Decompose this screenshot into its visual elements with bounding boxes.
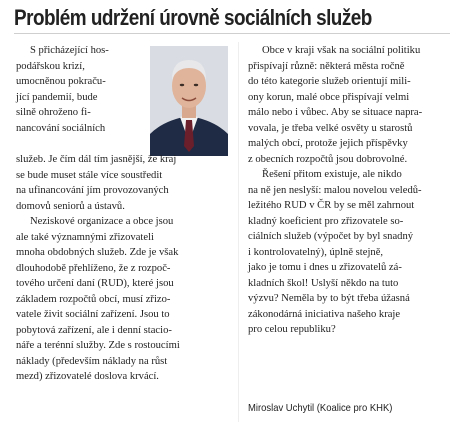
article-line: ale také významnými zřizovateli [16, 231, 154, 243]
article-column-1-bottom [16, 152, 228, 385]
article-line: do této kategorie služeb orientují mili- [248, 76, 411, 87]
article-line: silně ohroženo fi- [16, 107, 91, 118]
article-line: jící pandemií, bude [16, 91, 98, 103]
article-line: Řešení přitom existuje, ale nikdo [262, 169, 402, 180]
article-line: mezd) zřizovatelé doslova krvácí. [16, 371, 159, 382]
article-line: zákonodárná iniciativa našeho kraje [248, 308, 401, 320]
article-line: pobytová zařízení, ale i denní stacio- [16, 324, 172, 336]
headline-rule [14, 33, 450, 34]
article-line: kladních škol! Uslyší někdo na tuto [248, 277, 399, 289]
article-line: kladný koeficient pro zřizovatele so- [248, 215, 404, 227]
article-line: dlouhodobě přehlíženo, že z rozpoč- [16, 262, 171, 274]
author-portrait [150, 46, 228, 156]
article-line: tového určení daní (RUD), které jsou [16, 278, 174, 289]
article-line: i kontrolovatelný), úplně stejně, [248, 246, 384, 258]
article-line: S přicházející hos- [30, 45, 109, 56]
article-line: Obce v kraji však na sociální politiku [262, 45, 421, 56]
column-divider [238, 42, 239, 422]
article-line: služeb. Je čím dál tím jasnější, že kraj [16, 154, 177, 165]
article-line: základem rozpočtů obcí, musí zřizo- [16, 293, 171, 305]
article-line: ony korun, malé obce přispívají velmi [248, 91, 410, 103]
article-line: málo nebo i vůbec. Aby se situace naprа- [248, 107, 423, 118]
article-line: mnoha obdobných služeb. Zde je však [16, 247, 179, 258]
article-line: přispívají různě: některá města ročně [248, 60, 405, 72]
article-line: vatele živit sociální zařízení. Jsou to [16, 309, 170, 320]
article-column-2 [248, 43, 448, 338]
article-line: se bude muset stále více soustředit [16, 169, 163, 181]
article-line: na ně jen neslyší: malou novelou veledů- [248, 184, 422, 196]
article-line: jako je tomu i dnes u zřizovatelů zá- [248, 262, 402, 273]
article-line: na ufinancování jím provozovaných [16, 185, 169, 196]
article-line: podářskou krizí, [16, 60, 85, 72]
article-line: vovala, je třeba velké osvěty u starostů [248, 122, 413, 134]
article-headline: Problém udržení úrovně sociálních služeb [14, 5, 372, 30]
article-line: pro celou republiku? [248, 324, 336, 335]
article-line: výzvu? Neměla by to být třeba úžasná [248, 293, 410, 304]
article-line: náklady (především náklady na růst [16, 355, 168, 367]
article-column-1-top [16, 43, 148, 136]
article-line: Neziskové organizace a obce jsou [30, 216, 174, 227]
article-line: náře a terénní služby. Zde s rostoucími [16, 340, 180, 351]
article-line: umocněnou pokraču- [16, 76, 106, 87]
article-line: nancování sociálních [16, 122, 106, 134]
portrait-illustration [150, 46, 228, 156]
article-line: ciálních služeb (výpočet by byl snadný [248, 231, 414, 242]
article-line: domovů seniorů a ústavů. [16, 200, 125, 212]
article-line: ležitého RUD v ČR by se měl zahrnout [248, 200, 415, 211]
author-signature: Miroslav Uchytil (Koalice pro KHK) [248, 402, 393, 414]
article-line: malých obcí, protože jejich příspěvky [248, 138, 408, 149]
article-line: z obecních rozpočtů jsou dobrovolné. [248, 153, 408, 165]
